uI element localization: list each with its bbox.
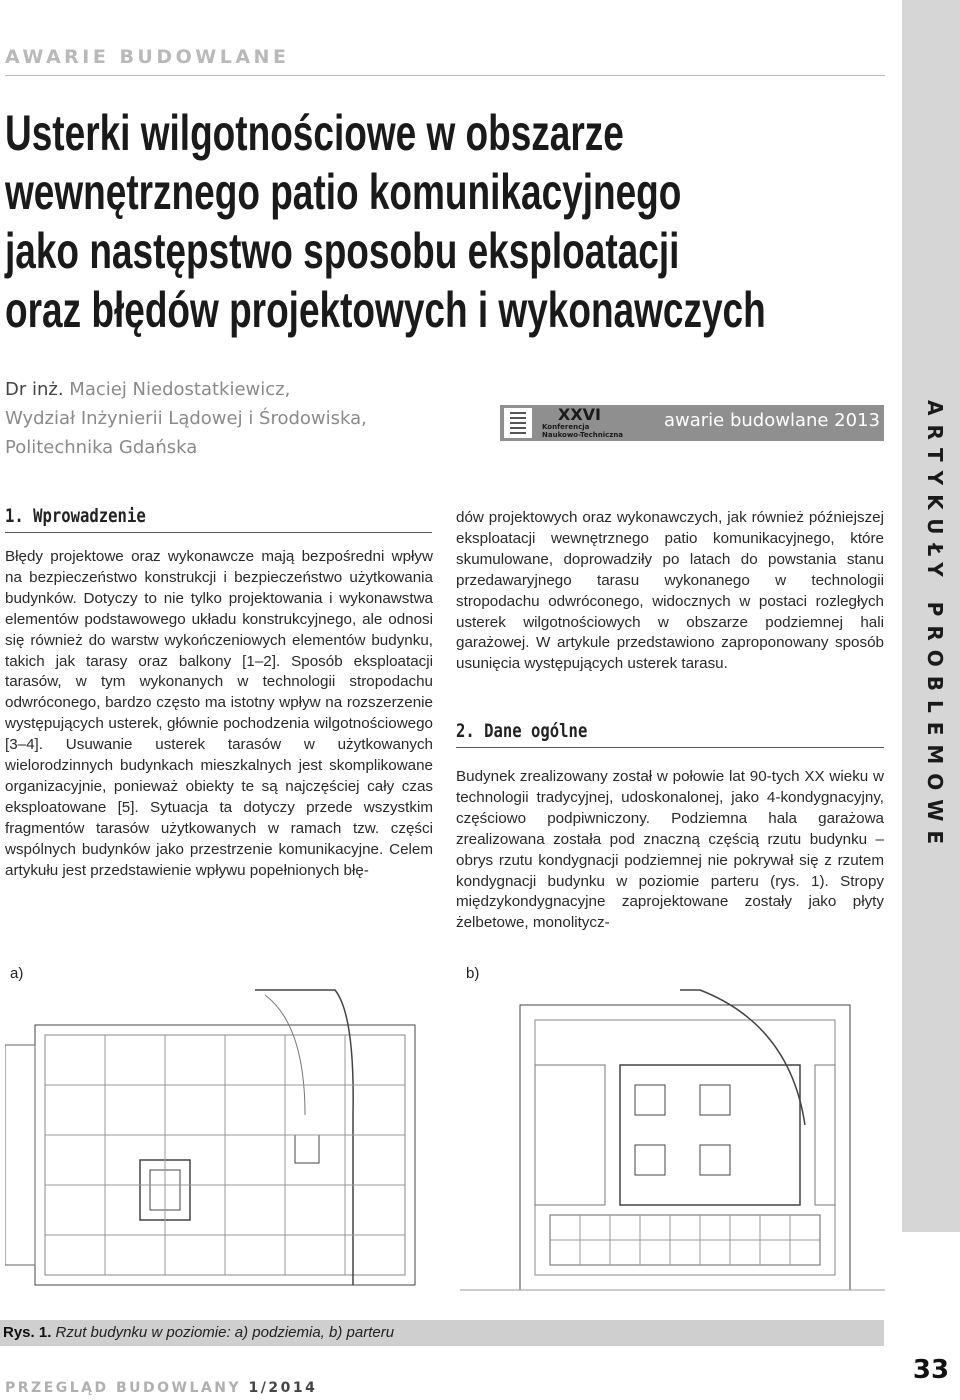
section-label: AWARIE BUDOWLANE — [5, 46, 290, 68]
title-line: Usterki wilgotnościowe w obszarze — [5, 105, 624, 161]
author-university: Politechnika Gdańska — [5, 437, 198, 458]
heading-rule — [456, 747, 884, 748]
article-title — [5, 104, 878, 340]
floor-plan-basement-image — [5, 985, 435, 1305]
author-name: Maciej Niedostatkiewicz, — [69, 379, 291, 400]
title-line: oraz błędów projektowych i wykonawczych — [5, 282, 766, 338]
journal-issue: 1/2014 — [248, 1380, 318, 1396]
side-tab-label: ARTYKUŁY PROBLEMOWE — [923, 400, 947, 854]
journal-footer — [5, 1380, 317, 1396]
conference-subtitle: Konferencja Naukowo-Techniczna — [542, 423, 624, 439]
caption-number: Rys. 1. — [3, 1324, 52, 1341]
heading-rule — [5, 532, 432, 533]
column-left-text: Błędy projektowe oraz wykonawcze mają bezpośredni wpływ na bezpieczeństwo konstrukcji i bezpieczeństwo użytkowania budynków. Dotyczy to nie tylko projektowania i wykonawstwa elementów podstawowego układu konstrukcyjnego, ale odnosi się również do warstw wykończeniowych elementów budynku, takich jak tarasy oraz balkony [1–2]. Sposób eksploatacji tarasów, w tym wykonanych w technologii stropodachu odwróconego, bardzo często ma istotny wpływ na rozszerzenie występujących usterek, głównie pochodzenia wilgotnościowego [3–4]. Usuwanie usterek tarasów w użytkowanych wielorodzinnych budynkach mieszkalnych jest skomplikowane organizacyjnie, ponieważ obiekty te są najczęściej cały czas eksploatowane [5]. Sytuacja ta dotyczy przede wszystkim fragmentów tarasów użytkowanych w ramach tzw. części wspólnych budynków jako przestrzenie komunikacyjne. Celem artykułu jest przedstawienie wpływu popełnionych błę- — [5, 548, 433, 879]
section-heading-general-data: 2. Dane ogólne — [456, 720, 588, 742]
author-title: Dr inż. — [5, 379, 64, 400]
building-logo-icon — [504, 408, 532, 438]
journal-name: PRZEGLĄD BUDOWLANY — [5, 1380, 242, 1396]
figure-label-b: b) — [466, 965, 480, 982]
title-line: jako następstwo sposobu eksploatacji — [5, 223, 680, 279]
caption-text: Rzut budynku w poziomie: a) podziemia, b) parteru — [55, 1324, 395, 1341]
conference-name: awarie budowlane 2013 — [663, 410, 880, 431]
column-right-text-2: Budynek zrealizowany został w połowie lat 90-tych XX wieku w technologii tradycyjnej, udoskonalonej, jako 4-kondygnacyjny, częściowo podpiwniczony. Podziemna hala garażowa zrealizowana została pod znaczną częścią rzutu budynku – obrys rzutu kondygnacji podziemnej nie pokrywał się z rzutem kondygnacji budynku w poziomie parteru (rys. 1). Stropy międzykondygnacyjne zaprojektowane zostały jako płyty żelbetowe, monolitycz- — [456, 768, 884, 932]
author-affiliation: Wydział Inżynierii Lądowej i Środowiska, — [5, 408, 367, 429]
column-right-text: dów projektowych oraz wykonawczych, jak również późniejszej eksploatacji wewnętrznego patio komunikacyjnego, które skumulowane, doprowadziły po latach do powstania stanu przedawaryjnego tarasu wykonanego w technologii stropodachu odwróconego, widocznych w postaci rozległych usterek wilgotnościowych w obszarze podziemnej hali garażowej. W artykule przedstawiono zaproponowany sposób usunięcia występujących usterek tarasu. — [456, 509, 884, 673]
figure-caption — [3, 1324, 394, 1341]
section-heading-introduction: 1. Wprowadzenie — [5, 505, 146, 527]
floor-plan-ground-floor-image — [460, 985, 885, 1305]
author-block — [5, 375, 367, 462]
page-number: 33 — [912, 1355, 950, 1385]
conference-number: XXVI — [558, 405, 602, 424]
conference-banner — [500, 405, 884, 441]
top-divider — [5, 75, 885, 76]
figure-label-a: a) — [10, 965, 24, 982]
title-line: wewnętrznego patio komunikacyjnego — [5, 164, 682, 220]
